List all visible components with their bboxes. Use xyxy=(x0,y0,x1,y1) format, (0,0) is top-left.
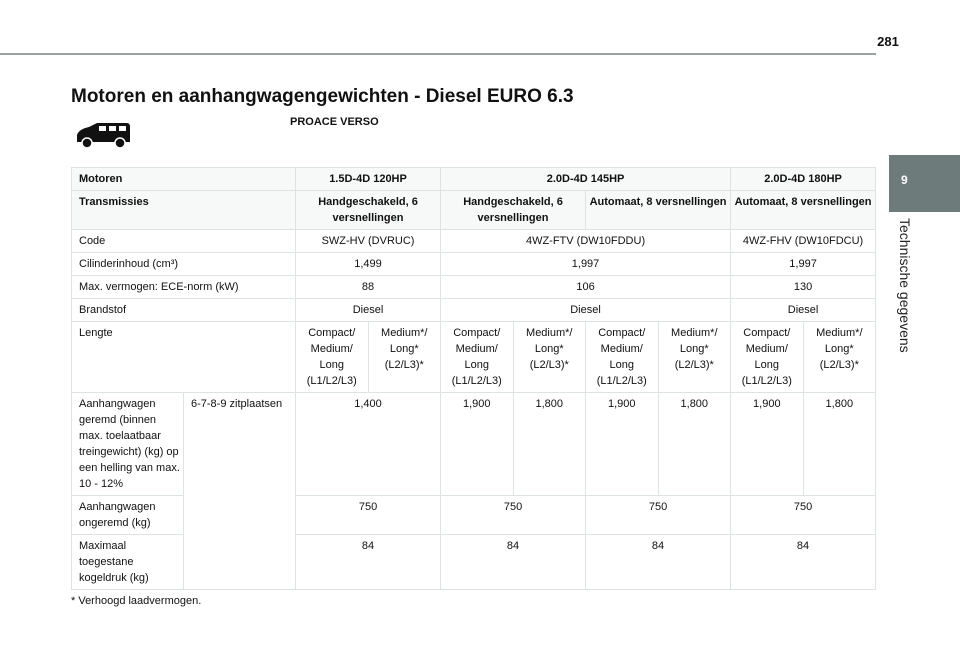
cell: 84 xyxy=(441,535,586,590)
row-label: Brandstof xyxy=(72,299,296,322)
van-icon xyxy=(75,121,131,154)
header-rule xyxy=(0,53,876,55)
row-label: Lengte xyxy=(72,322,296,393)
cell: 84 xyxy=(731,535,876,590)
cell: 750 xyxy=(731,496,876,535)
table-row xyxy=(72,253,876,276)
cell: Handgeschakeld, 6 versnellingen xyxy=(296,191,441,230)
cell: 1,800 xyxy=(513,393,586,496)
cell: Compact/ Medium/ Long (L1/L2/L3) xyxy=(441,322,514,393)
cell: Automaat, 8 versnellingen xyxy=(586,191,731,230)
footnote-rule xyxy=(71,589,875,590)
page-title: Motoren en aanhangwagengewichten - Diesel EURO 6.3 xyxy=(71,86,574,107)
cell: Handgeschakeld, 6 versnellingen xyxy=(441,191,586,230)
cell: 750 xyxy=(441,496,586,535)
cell: 1,499 xyxy=(296,253,441,276)
cell: Medium*/ Long* (L2/L3)* xyxy=(803,322,876,393)
table-row xyxy=(72,191,876,230)
cell: Medium*/ Long* (L2/L3)* xyxy=(513,322,586,393)
cell: Medium*/ Long* (L2/L3)* xyxy=(368,322,441,393)
table-row xyxy=(72,299,876,322)
row-label: Maximaal toegestane kogeldruk (kg) xyxy=(72,535,184,590)
row-label: Aanhangwagen geremd (binnen max. toelaatbaar treingewicht) (kg) op een helling van max. 10 - 12% xyxy=(72,393,184,496)
cell: 130 xyxy=(731,276,876,299)
cell: 1,900 xyxy=(731,393,804,496)
cell: 4WZ-FTV (DW10FDDU) xyxy=(441,230,731,253)
cell: Automaat, 8 versnellingen xyxy=(731,191,876,230)
cell: 106 xyxy=(441,276,731,299)
cell: 1,997 xyxy=(441,253,731,276)
table-row xyxy=(72,322,876,393)
cell: Compact/ Medium/ Long (L1/L2/L3) xyxy=(731,322,804,393)
row-label: Aanhangwagen ongeremd (kg) xyxy=(72,496,184,535)
cell: Compact/ Medium/ Long (L1/L2/L3) xyxy=(296,322,369,393)
cell: 2.0D-4D 145HP xyxy=(441,168,731,191)
table-row xyxy=(72,276,876,299)
cell: 2.0D-4D 180HP xyxy=(731,168,876,191)
table-row xyxy=(72,230,876,253)
cell: 1.5D-4D 120HP xyxy=(296,168,441,191)
cell: 1,400 xyxy=(296,393,441,496)
row-label: Transmissies xyxy=(72,191,296,230)
cell: 1,997 xyxy=(731,253,876,276)
cell: Diesel xyxy=(731,299,876,322)
cell: 1,900 xyxy=(586,393,659,496)
cell: 1,800 xyxy=(803,393,876,496)
footnote: * Verhoogd laadvermogen. xyxy=(71,595,202,607)
cell: SWZ-HV (DVRUC) xyxy=(296,230,441,253)
cell: 84 xyxy=(586,535,731,590)
chapter-title: Technische gegevens xyxy=(897,218,913,353)
cell: 88 xyxy=(296,276,441,299)
row-label: Motoren xyxy=(72,168,296,191)
chapter-tab[interactable]: 9 xyxy=(889,155,960,212)
cell: 84 xyxy=(296,535,441,590)
engine-table xyxy=(71,167,876,590)
cell: 750 xyxy=(296,496,441,535)
cell: 4WZ-FHV (DW10FDCU) xyxy=(731,230,876,253)
seats-cell: 6-7-8-9 zitplaatsen xyxy=(184,393,296,590)
page-number: 281 xyxy=(877,34,899,49)
table-row xyxy=(72,168,876,191)
cell: Diesel xyxy=(441,299,731,322)
cell: Compact/ Medium/ Long (L1/L2/L3) xyxy=(586,322,659,393)
row-label: Max. vermogen: ECE-norm (kW) xyxy=(72,276,296,299)
cell: Diesel xyxy=(296,299,441,322)
cell: 750 xyxy=(586,496,731,535)
cell: Medium*/ Long* (L2/L3)* xyxy=(658,322,731,393)
row-label: Code xyxy=(72,230,296,253)
row-label: Cilinderinhoud (cm³) xyxy=(72,253,296,276)
cell: 1,900 xyxy=(441,393,514,496)
model-name: PROACE VERSO xyxy=(290,116,379,128)
cell: 1,800 xyxy=(658,393,731,496)
table-row xyxy=(72,393,876,496)
